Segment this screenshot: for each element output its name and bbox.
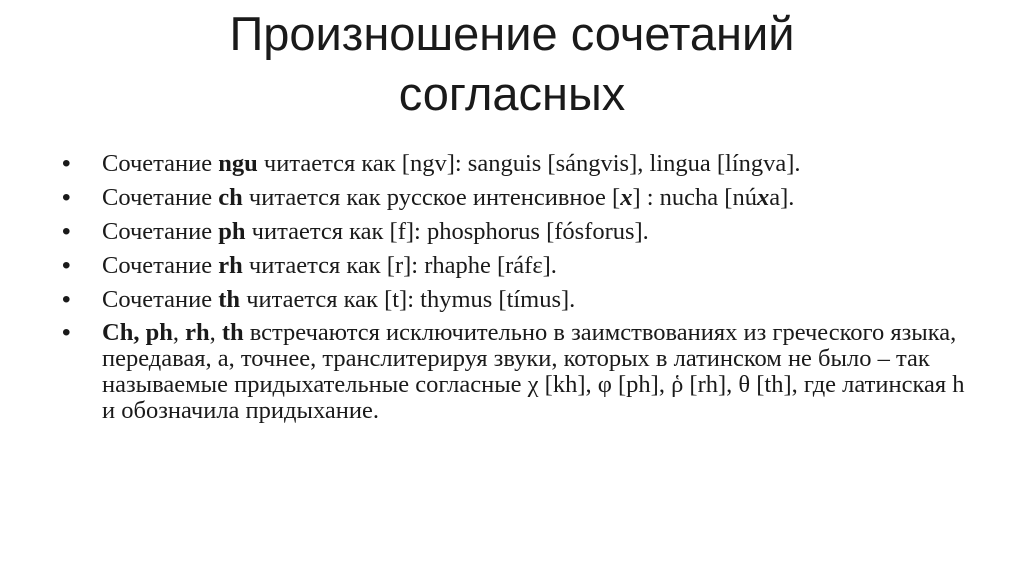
bullet-dot: • [62, 184, 71, 211]
bullet-term: ph [218, 218, 246, 245]
bullet-dot: • [62, 286, 71, 313]
bullet-item-greek [62, 320, 982, 424]
bullet-text: читается как [f]: phosphorus [fósforus]. [245, 218, 649, 245]
bullet-list [62, 150, 982, 430]
bullet-text: Сочетание [102, 218, 219, 245]
bullet-item-rh [62, 252, 982, 280]
bullet-dot: • [62, 319, 71, 346]
bullet-item-ph [62, 218, 982, 246]
bullet-text: читается как русское интенсивное [ [242, 184, 621, 211]
slide-title [80, 4, 944, 124]
bullet-dot: • [62, 150, 71, 177]
bullet-phonetic: x [620, 184, 633, 211]
bullet-dot: • [62, 252, 71, 279]
bullet-term: rh [218, 252, 243, 279]
bullet-text: Сочетание [102, 184, 219, 211]
bullet-term: ngu [218, 150, 258, 177]
bullet-text: Сочетание [102, 252, 219, 279]
bullet-term: Ch, ph [102, 319, 173, 346]
bullet-text: ] : nucha [nú [632, 184, 757, 211]
bullet-text: Сочетание [102, 150, 219, 177]
bullet-text: a]. [769, 184, 795, 211]
bullet-text: читается как [t]: thymus [tímus]. [240, 286, 576, 313]
bullet-item-ch [62, 184, 982, 212]
slide-title-line-1: Произношение сочетаний [229, 7, 795, 60]
bullet-dot: • [62, 218, 71, 245]
bullet-term: th [218, 286, 241, 313]
bullet-phonetic: x [756, 184, 770, 211]
bullet-text: , [209, 319, 222, 346]
bullet-term: rh [185, 319, 210, 346]
bullet-term: th [221, 319, 244, 346]
bullet-text: , [172, 319, 186, 346]
slide-title-line-2: согласных [398, 67, 626, 120]
bullet-text: читается как [r]: rhaphe [ráfε]. [242, 252, 557, 279]
bullet-text: Сочетание [102, 286, 219, 313]
bullet-term: ch [218, 184, 243, 211]
bullet-item-th [62, 286, 982, 314]
bullet-item-ngu [62, 150, 982, 178]
bullet-text: читается как [ngv]: sanguis [sángvis], lingua [língva]. [257, 150, 801, 177]
bullet-text: встречаются исключительно в заимствованиях из греческого языка, передавая, а, точнее, транслитерируя звуки, которых в латинском не было – так называемые придыхательные согласные χ [kh], φ [ph], ῥ [rh], θ [th], где латинская h и обозначила придыхание. [102, 319, 965, 424]
